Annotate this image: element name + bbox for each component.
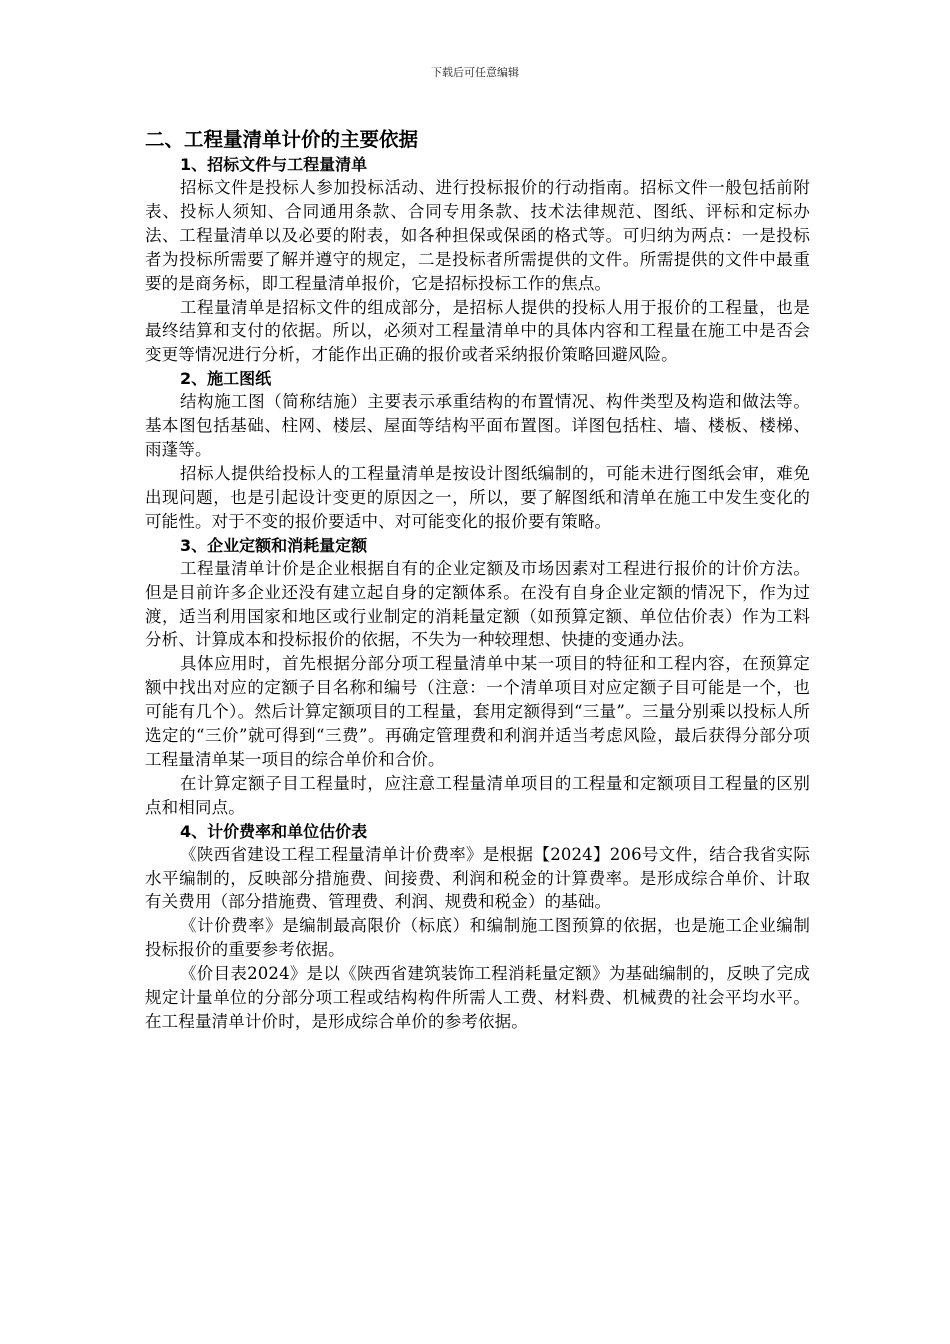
section-heading: 4、计价费率和单位估价表 — [180, 821, 368, 841]
paragraph: 工程量清单是招标文件的组成部分，是招标人提供的投标人用于报价的工程量，也是最终结算和支付的依据。所以，必须对工程量清单中的具体内容和工程量在施工中是否会变更等情况进行分析，才能作出正确的报价或者采纳报价策略回避风险。 — [145, 297, 810, 365]
paragraph: 《计价费率》是编制最高限价（标底）和编制施工图预算的依据，也是施工企业编制投标报价的重要参考依据。 — [145, 916, 810, 960]
section-heading: 3、企业定额和消耗量定额 — [180, 535, 368, 555]
document-title: 二、工程量清单计价的主要依据 — [145, 128, 419, 151]
paragraph: 结构施工图（简称结施）主要表示承重结构的布置情况、构件类型及构造和做法等。基本图包括基础、柱网、楼层、屋面等结构平面布置图。详图包括柱、墙、楼板、楼梯、雨蓬等。 — [145, 392, 810, 460]
paragraph: 招标人提供给投标人的工程量清单是按设计图纸编制的，可能未进行图纸会审，难免出现问题，也是引起设计变更的原因之一，所以，要了解图纸和清单在施工中发生变化的可能性。对于不变的报价要适中、对可能变化的报价要有策略。 — [145, 463, 810, 531]
paragraph: 《陕西省建设工程工程量清单计价费率》是根据【2024】206号文件，结合我省实际水平编制的，反映部分措施费、间接费、利润和税金的计算费率。是形成综合单价、计取有关费用（部分措施费、管理费、利润、规费和税金）的基础。 — [145, 844, 810, 912]
section-heading: 1、招标文件与工程量清单 — [180, 155, 368, 174]
paragraph: 《价目表2024》是以《陕西省建筑装饰工程消耗量定额》为基础编制的，反映了完成规定计量单位的分部分项工程或结构构件所需人工费、材料费、机械费的社会平均水平。在工程量清单计价时，是形成综合单价的参考依据。 — [145, 964, 810, 1031]
paragraph: 招标文件是投标人参加投标活动、进行投标报价的行动指南。招标文件一般包括前附表、投标人须知、合同通用条款、合同专用条款、技术法律规范、图纸、评标和定标办法、工程量清单以及必要的附表，如各种担保或保函的格式等。可归纳为两点：一是投标者为投标所需要了解并遵守的规定，二是投标者所需提供的文件。所需提供的文件中最重要的是商务标，即工程量清单报价，它是招标投标工作的焦点。 — [145, 178, 810, 293]
document-body — [145, 126, 810, 1034]
paragraph: 具体应用时，首先根据分部分项工程量清单中某一项目的特征和工程内容，在预算定额中找出对应的定额子目名称和编号（注意：一个清单项目对应定额子目可能是一个，也可能有几个）。然后计算定额项目的工程量，套用定额得到“三量”。三量分别乘以投标人所选定的“三价”就可得到“三费”。再确定管理费和利润并适当考虑风险，最后获得分部分项工程量清单某一项目的综合单价和合价。 — [145, 654, 810, 769]
paragraph: 工程量清单计价是企业根据自有的企业定额及市场因素对工程进行报价的计价方法。但是目前许多企业还没有建立起自身的定额体系。在没有自身企业定额的情况下，作为过渡，适当利用国家和地区或行业制定的消耗量定额（如预算定额、单位估价表）作为工料分析、计算成本和投标报价的依据，不失为一种较理想、快捷的变通办法。 — [145, 558, 810, 650]
section-heading: 2、施工图纸 — [180, 369, 272, 389]
paragraph: 在计算定额子目工程量时，应注意工程量清单项目的工程量和定额项目工程量的区别点和相同点。 — [145, 773, 810, 817]
page-header: 下载后可任意编辑 — [431, 66, 519, 79]
